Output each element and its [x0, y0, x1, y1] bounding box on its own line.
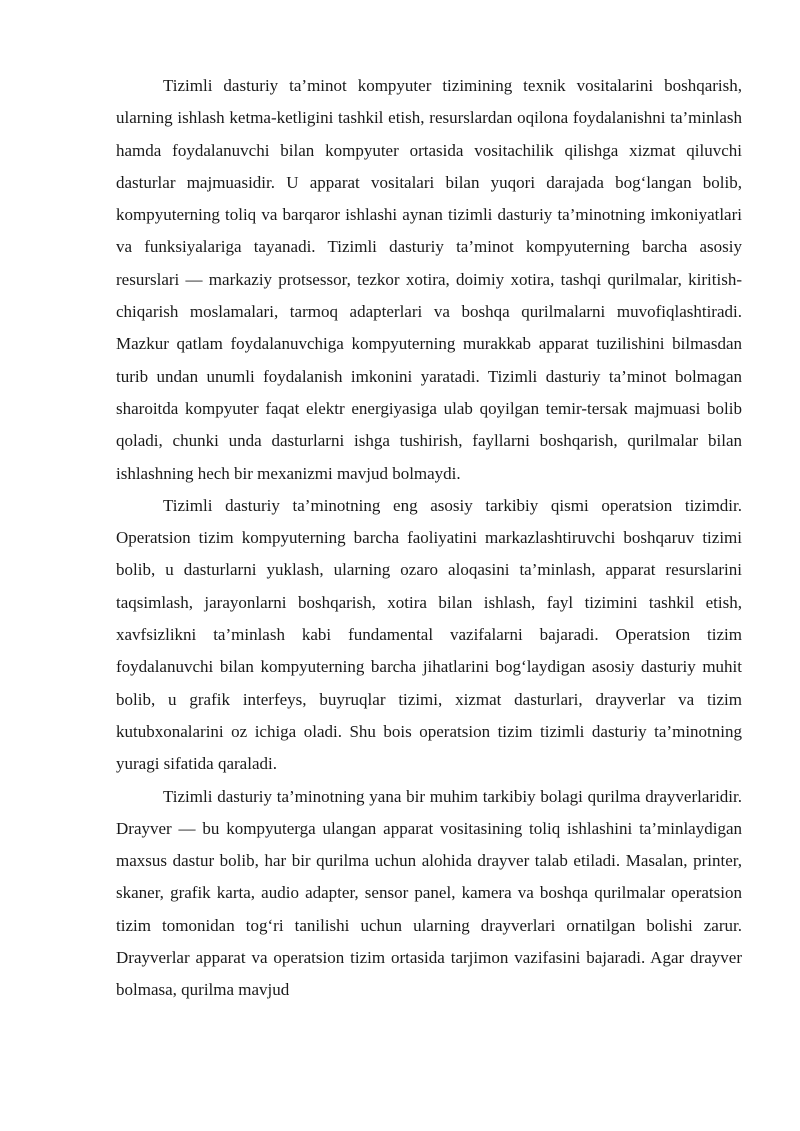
paragraph-system-software-definition: Tizimli dasturiy ta’minot kompyuter tizimining texnik vositalarini boshqarish, ularning ishlash ketma-ketligini tashkil etish, resurslardan oqilona foydalanishni ta’minlash hamda foydalanuvchi bilan kompyuter ortasida vositachilik qilishga xizmat qiluvchi dasturlar majmuasidir. U apparat vositalari bilan yuqori darajada bog‘langan bolib, kompyuterning toliq va barqaror ishlashi aynan tizimli dasturiy ta’minotning imkoniyatlari va funksiyalariga tayanadi. Tizimli dasturiy ta’minot kompyuterning barcha asosiy resurslari — markaziy protsessor, tezkor xotira, doimiy xotira, tashqi qurilmalar, kiritish-chiqarish moslamalari, tarmoq adapterlari va boshqa qurilmalarni muvofiqlashtiradi. Mazkur qatlam foydalanuvchiga kompyuterning murakkab apparat tuzilishini bilmasdan turib undan unumli foydalanish imkonini yaratadi. Tizimli dasturiy ta’minot bolmagan sharoitda kompyuter faqat elektr energiyasiga ulab qoyilgan temir-tersak majmuasi bolib qoladi, chunki unda dasturlarni ishga tushirish, fayllarni boshqarish, qurilmalar bilan ishlashning hech bir mexanizmi mavjud bolmaydi.: [116, 76, 742, 483]
paragraph-device-drivers: Tizimli dasturiy ta’minotning yana bir muhim tarkibiy bolagi qurilma drayverlaridir. Drayver — bu kompyuterga ulangan apparat vositasining toliq ishlashini ta’minlaydigan maxsus dastur bolib, har bir qurilma uchun alohida drayver talab etiladi. Masalan, printer, skaner, grafik karta, audio adapter, sensor panel, kamera va boshqa qurilmalar operatsion tizim tomonidan tog‘ri tanilishi uchun ularning drayverlari ornatilgan bolishi zarur. Drayverlar apparat va operatsion tizim ortasida tarjimon vazifasini bajaradi. Agar drayver bolmasa, qurilma mavjud: [116, 786, 742, 1000]
document-page: [116, 70, 742, 1007]
paragraph-operating-system: Tizimli dasturiy ta’minotning eng asosiy tarkibiy qismi operatsion tizimdir. Operatsion tizim kompyuterning barcha faoliyatini markazlashtiruvchi boshqaruv tizimi bolib, u dasturlarni yuklash, ularning ozaro aloqasini ta’minlash, apparat resurslarini taqsimlash, jarayonlarni boshqarish, xotira bilan ishlash, fayl tizimini tashkil etish, xavfsizlikni ta’minlash kabi fundamental vazifalarni bajaradi. Operatsion tizim foydalanuvchi bilan kompyuterning barcha jihatlarini bog‘laydigan asosiy dasturiy muhit bolib, u grafik interfeys, buyruqlar tizimi, xizmat dasturlari, drayverlar va tizim kutubxonalarini oz ichiga oladi. Shu bois operatsion tizim tizimli dasturiy ta’minotning yuragi sifatida qaraladi.: [116, 495, 742, 774]
